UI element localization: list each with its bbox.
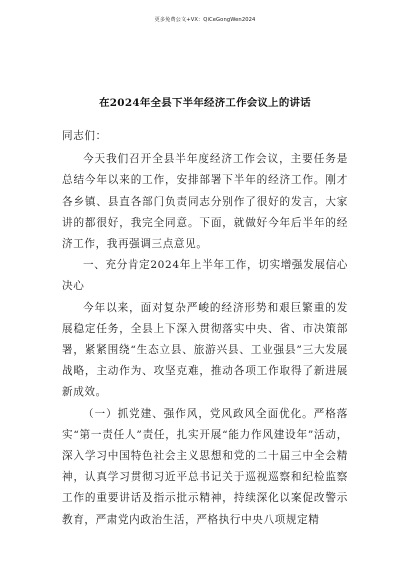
document-title: 在2024年全县下半年经济工作会议上的讲话 xyxy=(99,97,311,109)
paragraph-party-building: （一）抓党建、强作风，党风政风全面优化。严格落实“第一责任人”责任，扎实开展“能力作风建设年”活动，深入学习中国特色社会主义思想和党的二十届三中全会精神，认真学习贯彻习近平总书记关于巡视巡察和纪检监察工作的重要讲话及指示批示精神，持续深化以案促改警示教育，严肃党内政治生活，严格执行中央八项规定精 xyxy=(62,407,348,526)
paragraph-progress: 今年以来，面对复杂严峻的经济形势和艰巨繁重的发展稳定任务，全县上下深入贯彻落实中央、省、市决策部署，紧紧围绕“生态立县、旅游兴县、工业强县”三大发展战略，主动作为、攻坚克难，推动各项工作取得了新进展新成效。 xyxy=(62,301,348,399)
section-heading-1: 一、充分肯定2024年上半年工作，切实增强发展信心决心 xyxy=(62,259,348,293)
document-body xyxy=(62,126,348,531)
salutation: 同志们： xyxy=(62,130,107,142)
paragraph-intro: 今天我们召开全县半年度经济工作会议，主要任务是总结今年以来的工作，安排部署下半年的经济工作。刚才各乡镇、县直各部门负责同志分别作了很好的发言，大家讲的都很好，我完全同意。下面，就做好今年后半年的经济工作，我再强调三点意见。 xyxy=(62,153,348,251)
header-note: 更多免费公文+VX：QiCeGongWen2024 xyxy=(154,17,256,23)
